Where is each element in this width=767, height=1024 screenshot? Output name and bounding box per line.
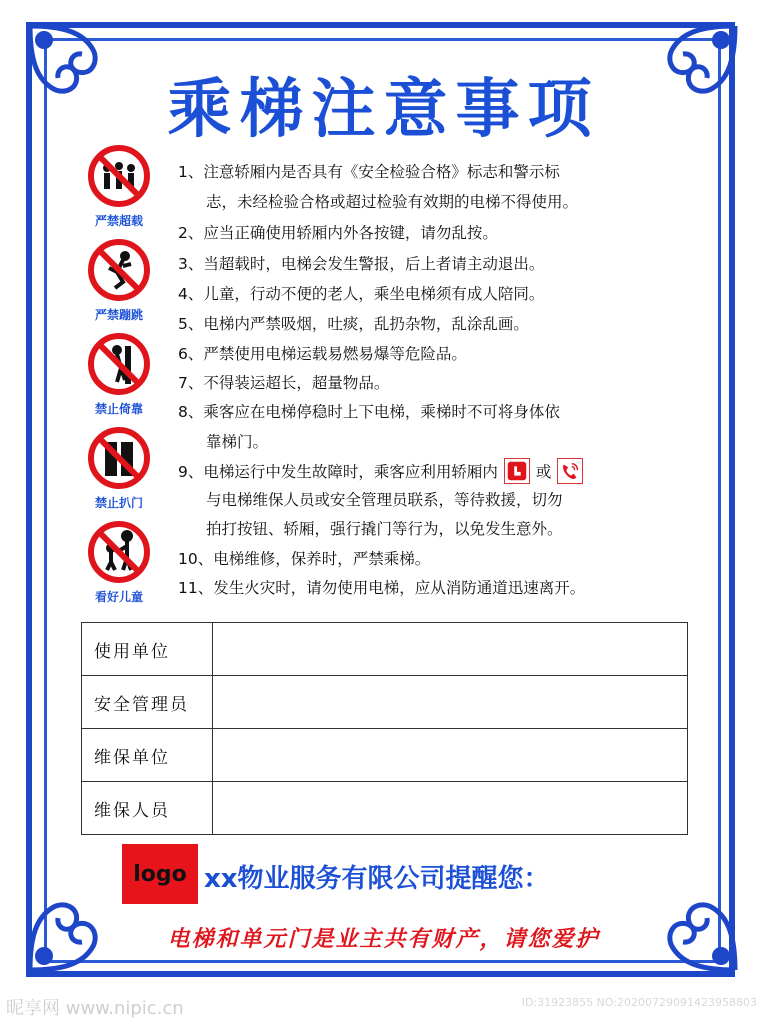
rule-item-9-cont2: 拍打按钮、轿厢，强行撬门等行为，以免发生意外。 <box>206 520 563 538</box>
table-row <box>82 782 688 835</box>
table-value <box>213 729 688 782</box>
rule-item-2: 2、应当正确使用轿厢内外各按键，请勿乱按。 <box>178 224 498 242</box>
no-leaning-icon <box>87 332 151 396</box>
icon-item <box>78 332 160 417</box>
intercom-phone-icon <box>557 458 583 484</box>
rule-item-7: 7、不得装运超长，超量物品。 <box>178 374 390 392</box>
rule-item-9-text-a: 9、电梯运行中发生故障时，乘客应利用轿厢内 <box>178 463 498 481</box>
rule-item-1-cont: 志，未经检验合格或超过检验有效期的电梯不得使用。 <box>206 193 579 211</box>
page-title: 乘梯注意事项 <box>167 73 600 147</box>
icon-item <box>78 520 160 605</box>
table-label: 使用单位 <box>82 623 213 676</box>
rule-item-4: 4、儿童，行动不便的老人，乘坐电梯须有成人陪同。 <box>178 285 545 303</box>
watch-children-icon <box>87 520 151 584</box>
rule-item-1: 1、注意轿厢内是否具有《安全检验合格》标志和警示标 <box>178 163 560 181</box>
emergency-button-icon <box>504 458 530 484</box>
icon-label: 看好儿童 <box>94 590 143 604</box>
table-row <box>82 676 688 729</box>
rule-item-8: 8、乘客应在电梯停稳时上下电梯，乘梯时不可将身体依 <box>178 403 560 421</box>
watermark-id: ID:31923855 NO:20200729091423958803 <box>521 996 757 1009</box>
table-value <box>213 676 688 729</box>
rule-item-9-cont: 与电梯维保人员或安全管理员联系，等待救援，切勿 <box>206 491 563 509</box>
no-jumping-icon <box>87 238 151 302</box>
icon-label: 严禁超载 <box>94 214 143 228</box>
no-prying-door-icon <box>87 426 151 490</box>
rule-item-8-cont: 靠梯门。 <box>206 433 269 451</box>
watermark-site: 昵享网 www.nipic.cn <box>6 998 184 1019</box>
icon-label: 禁止扒门 <box>94 496 143 510</box>
logo <box>122 844 198 904</box>
rule-item-9 <box>178 458 589 484</box>
rule-item-11: 11、发生火灾时，请勿使用电梯，应从消防通道迅速离开。 <box>178 579 586 597</box>
rule-item-3: 3、当超载时，电梯会发生警报，后上者请主动退出。 <box>178 255 545 273</box>
icon-label: 禁止倚靠 <box>94 402 143 416</box>
rule-item-6: 6、严禁使用电梯运载易燃易爆等危险品。 <box>178 345 467 363</box>
company-reminder: xx物业服务有限公司提醒您： <box>204 864 550 894</box>
icon-label: 严禁蹦跳 <box>94 308 143 322</box>
info-table <box>81 622 688 835</box>
rule-item-5: 5、电梯内严禁吸烟，吐痰，乱扔杂物，乱涂乱画。 <box>178 315 529 333</box>
table-row <box>82 623 688 676</box>
slogan: 电梯和单元门是业主共有财产，请您爱护 <box>167 926 600 952</box>
no-overload-icon <box>87 144 151 208</box>
table-label: 维保单位 <box>82 729 213 782</box>
icon-item <box>78 144 160 229</box>
icon-item <box>78 238 160 323</box>
rule-item-10: 10、电梯维修，保养时，严禁乘梯。 <box>178 550 431 568</box>
table-row <box>82 729 688 782</box>
table-value <box>213 623 688 676</box>
table-value <box>213 782 688 835</box>
rule-item-9-or: 或 <box>535 463 552 481</box>
table-label: 安全管理员 <box>82 676 213 729</box>
icon-item <box>78 426 160 511</box>
logo-text: logo <box>133 861 187 887</box>
table-label: 维保人员 <box>82 782 213 835</box>
